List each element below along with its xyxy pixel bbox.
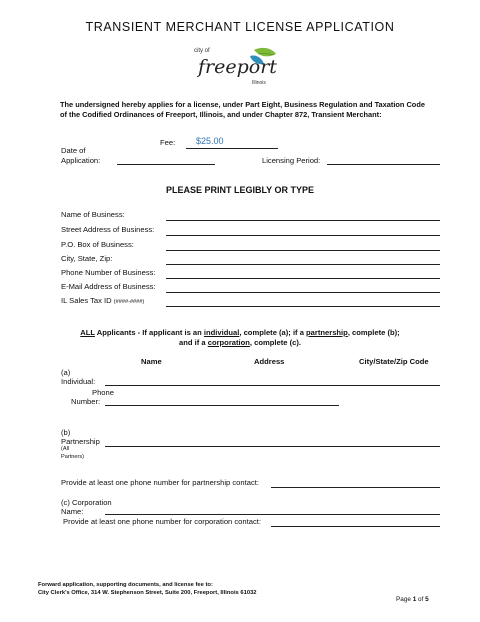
freeport-logo bbox=[192, 44, 282, 90]
field-street-address-label: Street Address of Business: bbox=[61, 225, 155, 234]
partnership-phone-field[interactable] bbox=[271, 487, 440, 488]
page-total: 5 bbox=[425, 596, 429, 603]
tax-id-hint: (####-####) bbox=[113, 299, 145, 305]
partnership-word: partnership bbox=[306, 328, 348, 337]
partnership-field[interactable] bbox=[105, 446, 440, 447]
individual-phone-field[interactable] bbox=[105, 405, 339, 406]
page-title: TRANSIENT MERCHANT LICENSE APPLICATION bbox=[85, 20, 395, 34]
field-name-of-business-label: Name of Business: bbox=[61, 210, 125, 219]
corporation-phone-note: Provide at least one phone number for corporation contact: bbox=[63, 517, 261, 526]
section-a-number: Number: bbox=[71, 397, 101, 406]
po-box-field[interactable] bbox=[166, 250, 440, 251]
logo-city-of: city of bbox=[194, 48, 210, 54]
field-email-label: E-Mail Address of Business: bbox=[61, 282, 156, 291]
name-of-business-field[interactable] bbox=[166, 220, 440, 221]
phone-field[interactable] bbox=[166, 278, 440, 279]
all-word: ALL bbox=[80, 328, 95, 337]
page-current: 1 bbox=[412, 596, 417, 603]
footer-line-2: City Clerk's Office, 314 W. Stephenson Street, Suite 200, Freeport, Illinois 61032 bbox=[38, 590, 257, 596]
date-of-label: Date of bbox=[61, 146, 86, 155]
fee-line bbox=[186, 148, 278, 149]
instruction-part1: Applicants - If applicant is an bbox=[94, 328, 204, 337]
corporation-field[interactable] bbox=[105, 514, 440, 515]
instruction-part5: , complete (c). bbox=[249, 338, 301, 347]
section-b-label: Partnership bbox=[61, 437, 100, 446]
instruction-part3: , complete (b); bbox=[347, 328, 400, 337]
applicants-instruction-2 bbox=[0, 338, 480, 347]
column-city-state-zip: City/State/Zip Code bbox=[359, 357, 429, 366]
applicants-instruction-1 bbox=[0, 328, 480, 337]
email-field[interactable] bbox=[166, 292, 440, 293]
section-a-label: Individual: bbox=[61, 377, 96, 386]
logo-name: freeport bbox=[198, 56, 277, 78]
licensing-period-label: Licensing Period: bbox=[262, 156, 321, 165]
section-b-tag: (b) bbox=[61, 428, 71, 437]
intro-text: The undersigned hereby applies for a license, under Part Eight, Business Regulation and Taxation Code of the Codified Ordinances of Freeport, Illinois, and under Chapter 872, Transient Merchant: bbox=[60, 100, 425, 119]
fee-label: Fee: bbox=[160, 138, 176, 147]
corporation-word: corporation bbox=[207, 338, 250, 347]
fee-value: $25.00 bbox=[196, 136, 224, 146]
section-a-phone: Phone bbox=[92, 388, 114, 397]
logo-state: Illinois bbox=[252, 80, 266, 86]
page-number bbox=[396, 596, 429, 603]
section-a-tag: (a) bbox=[61, 368, 71, 377]
individual-field[interactable] bbox=[105, 385, 440, 386]
field-tax-id-label bbox=[61, 296, 144, 305]
section-c-name: Name: bbox=[61, 507, 84, 516]
application-label: Application: bbox=[61, 156, 101, 165]
street-address-field[interactable] bbox=[166, 235, 440, 236]
section-c-label: (c) Corporation bbox=[61, 498, 112, 507]
instruction-part2: , complete (a); if a bbox=[239, 328, 307, 337]
individual-word: individual bbox=[203, 328, 240, 337]
licensing-period-field[interactable] bbox=[327, 164, 440, 165]
page-of: of bbox=[416, 596, 426, 603]
column-name: Name bbox=[141, 357, 162, 366]
column-address: Address bbox=[254, 357, 285, 366]
field-phone-label: Phone Number of Business: bbox=[61, 268, 156, 277]
corporation-phone-field[interactable] bbox=[271, 526, 440, 527]
field-city-state-zip-label: City, State, Zip: bbox=[61, 254, 113, 263]
tax-id-label-text: IL Sales Tax ID bbox=[61, 296, 112, 305]
partnership-phone-note: Provide at least one phone number for partnership contact: bbox=[61, 478, 259, 487]
print-heading: PLEASE PRINT LEGIBLY OR TYPE bbox=[165, 185, 315, 195]
city-state-zip-field[interactable] bbox=[166, 264, 440, 265]
date-field[interactable] bbox=[117, 164, 215, 165]
section-b-partners: Partners) bbox=[61, 454, 85, 460]
field-po-box-label: P.O. Box of Business: bbox=[61, 240, 134, 249]
footer-line-1: Forward application, supporting documents, and license fee to: bbox=[38, 582, 213, 588]
section-b-all: (All bbox=[61, 446, 70, 452]
page-label: Page bbox=[396, 596, 413, 603]
instruction-part4: and if a bbox=[179, 338, 208, 347]
tax-id-field[interactable] bbox=[166, 306, 440, 307]
